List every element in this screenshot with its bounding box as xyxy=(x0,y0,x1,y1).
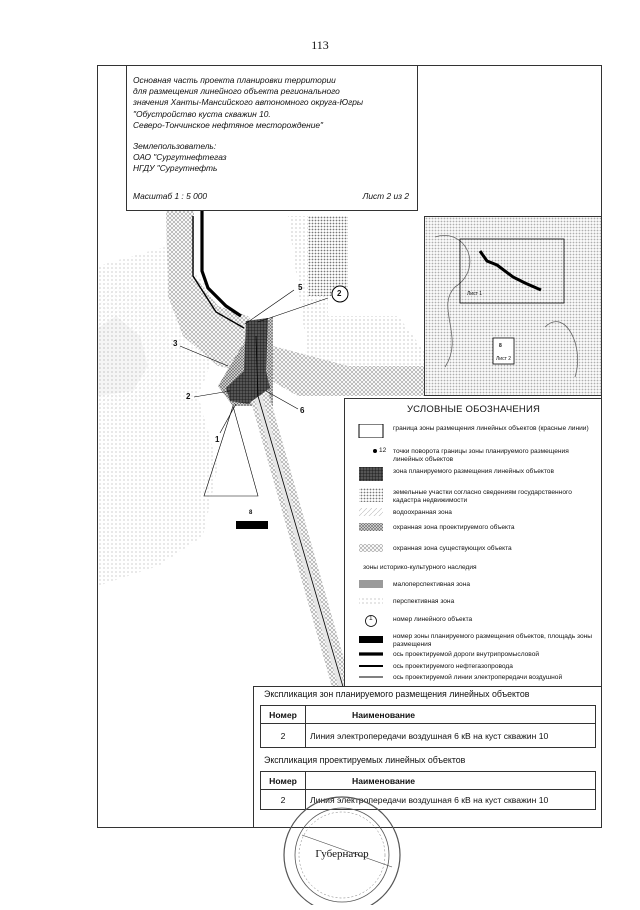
column-header-number: Номер xyxy=(261,706,306,724)
legend-item-text: перспективная зона xyxy=(393,598,455,605)
land-user: НГДУ "Сургутнефть xyxy=(133,163,218,174)
row-name: Линия электропередачи воздушная 6 кВ на куст скважин 10 xyxy=(306,790,596,810)
table-row xyxy=(261,724,596,748)
title-line: для размещения линейного объекта регионального xyxy=(133,86,340,97)
legend-symbol-dots-light xyxy=(357,597,385,611)
legend-item-text: номер зоны планируемого размещения объектов, площадь зоны размещения xyxy=(393,633,593,649)
legend-item-text: граница зоны размещения линейных объектов (красные линии) xyxy=(393,425,589,432)
title-line: Северо-Тончинское нефтяное месторождение" xyxy=(133,119,324,130)
map-scale: Масштаб 1 : 5 000 xyxy=(133,190,208,201)
objects-explication-caption: Экспликация проектируемых линейных объектов xyxy=(264,755,466,765)
zones-explication-table xyxy=(260,705,596,748)
map-legend xyxy=(344,398,602,730)
governor-seal-stamp xyxy=(282,795,406,905)
land-parcel-top xyxy=(308,216,348,296)
row-number: 2 xyxy=(261,724,306,748)
zone-number-label: 8 xyxy=(249,510,253,516)
stamp-text: Губернатор xyxy=(315,848,369,860)
legend-symbol-hatch-light xyxy=(357,508,385,522)
legend-symbol-crosshatch-mid xyxy=(357,523,385,537)
legend-symbol-grid-dark xyxy=(357,467,385,481)
point-label-2: 2 xyxy=(186,392,191,401)
legend-symbol-label: 1 xyxy=(369,615,373,622)
land-user-label: Землепользователь: xyxy=(133,141,217,152)
row-number: 2 xyxy=(261,790,306,810)
legend-symbol-grey-solid xyxy=(357,580,385,594)
column-header-number: Номер xyxy=(261,772,306,790)
legend-title: УСЛОВНЫЕ ОБОЗНАЧЕНИЯ xyxy=(406,404,541,415)
legend-item-text: зоны историко-культурного наследия xyxy=(363,564,477,571)
legend-item-text: ось проектируемой дороги внутрипромысловой xyxy=(393,651,540,658)
inset-label-zone: 8 xyxy=(499,343,502,349)
land-user: ОАО "Сургутнефтегаз xyxy=(133,152,227,163)
object-number-label: 2 xyxy=(337,289,342,298)
legend-item-text: номер линейного объекта xyxy=(393,616,473,623)
row-name: Линия электропередачи воздушная 6 кВ на куст скважин 10 xyxy=(306,724,596,748)
point-label-5: 5 xyxy=(298,283,303,292)
zones-explication-caption: Экспликация зон планируемого размещения линейных объектов xyxy=(264,689,530,699)
column-header-name: Наименование xyxy=(306,772,596,790)
legend-symbol-dots-dense xyxy=(357,488,385,502)
legend-item-text: охранная зона проектируемого объекта xyxy=(393,524,515,531)
point-label-6: 6 xyxy=(300,406,305,415)
legend-item-text: ось проектируемой линии электропередачи воздушной xyxy=(393,674,563,681)
point-label-1: 1 xyxy=(215,435,220,444)
title-line: значения Ханты-Мансийского автономного округа-Югры xyxy=(133,97,364,108)
title-line: Основная часть проекта планировки территории xyxy=(133,75,336,85)
legend-symbol-box-outline xyxy=(357,424,385,438)
map-sheet xyxy=(97,65,602,828)
inset-label-sheet-1: Лист 1 xyxy=(467,291,483,297)
title-block xyxy=(126,66,418,211)
sheet-number: Лист 2 из 2 xyxy=(362,190,409,201)
point-label-3: 3 xyxy=(173,339,178,348)
page-number: 113 xyxy=(311,38,329,52)
inset-label-sheet-2: Лист 2 xyxy=(496,356,512,362)
legend-item-text: водоохранная зона xyxy=(393,509,452,516)
zone-number-bar xyxy=(236,521,268,529)
title-line: "Обустройство куста скважин 10. xyxy=(133,108,271,119)
legend-item-text: охранная зона существующих объекта xyxy=(393,545,512,552)
line-corridor-inner xyxy=(254,396,353,716)
legend-item-text: малоперспективная зона xyxy=(393,581,471,588)
legend-symbol-crosshatch-light xyxy=(357,544,385,558)
overview-inset-map xyxy=(424,216,602,396)
legend-symbol-black-bar xyxy=(357,632,385,646)
legend-item-text: земельные участки согласно сведениям государственного кадастра недвижимости xyxy=(393,489,572,505)
column-header-name: Наименование xyxy=(306,706,596,724)
legend-symbol-label: 12 xyxy=(379,447,387,454)
legend-item-text: точки поворота границы зоны планируемого размещения линейных объектов xyxy=(393,448,569,464)
legend-symbol-line-thin xyxy=(357,673,385,687)
legend-item-text: ось проектируемого нефтегазопровода xyxy=(393,663,513,670)
legend-item-text: зона планируемого размещения линейных объектов xyxy=(393,468,554,475)
